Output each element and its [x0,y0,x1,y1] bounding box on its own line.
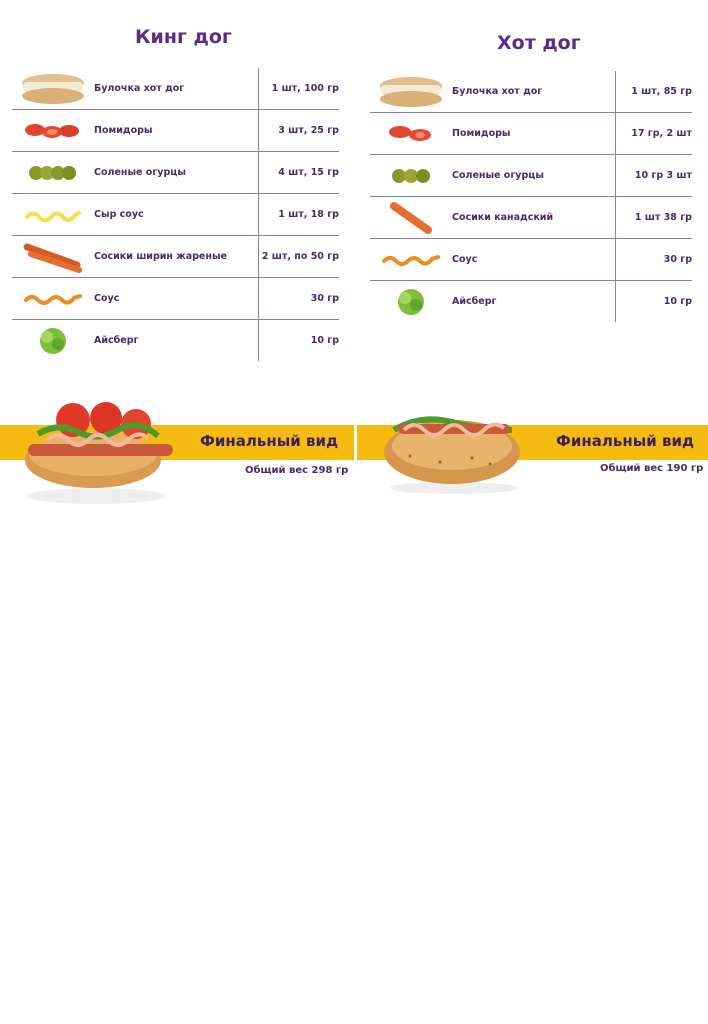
final-view-label: Финальный вид [200,432,339,450]
ingredient-name: Булочка хот дог [94,68,259,110]
total-weight: Общий вес 298 гр [245,465,349,476]
table-row [12,68,339,110]
table-row [370,155,692,197]
ingredient-qty: 1 шт 38 гр [616,197,693,239]
table-row [12,110,339,152]
tomato-icon [370,113,452,155]
ingredient-name: Айсберг [94,335,139,346]
pickles-icon [370,155,452,197]
recipe-title: Хот дог [497,32,581,54]
table-row [12,194,339,236]
bun-icon [370,71,452,113]
ingredient-qty: 30 гр [616,239,693,281]
ingredient-qty: 1 шт, 85 гр [616,71,693,113]
table-row [370,197,692,239]
ingredient-qty: 3 шт, 25 гр [259,110,340,152]
ingredient-name: Помидоры [452,113,616,155]
ingredient-name: Помидоры [94,110,259,152]
ingredient-name: Айсберг [452,296,497,307]
total-weight: Общий вес 190 гр [600,463,704,474]
ingredients-table [12,68,339,361]
hot-dog-photo [380,400,528,494]
bun-icon [12,68,94,110]
lettuce-icon [12,320,94,362]
sauce-icon [370,239,452,281]
table-row [12,320,339,362]
pickles-icon [12,152,94,194]
cheese-sauce-icon [12,194,94,236]
ingredient-name: Соленые огурцы [452,155,616,197]
ingredients-table [370,71,692,322]
ingredient-name: Булочка хот дог [452,71,616,113]
ingredient-qty: 4 шт, 15 гр [259,152,340,194]
final-view-label: Финальный вид [556,432,695,450]
ingredient-name: Соус [94,278,259,320]
ingredient-name: Сосики канадский [452,197,616,239]
table-row [370,281,692,323]
table-row [370,113,692,155]
table-row [370,239,692,281]
ingredient-qty: 1 шт, 18 гр [259,194,340,236]
ingredient-qty: 17 гр, 2 шт [616,113,693,155]
recipe-title: Кинг дог [135,26,232,48]
table-row [12,236,339,278]
ingredient-qty: 2 шт, по 50 гр [259,236,340,278]
lettuce-icon [370,281,452,323]
king-dog-photo [18,394,178,506]
sauce-icon [12,278,94,320]
ingredient-qty: 10 гр [259,320,340,362]
ingredient-name: Сыр соус [94,194,259,236]
ingredient-qty: 1 шт, 100 гр [259,68,340,110]
table-row [12,152,339,194]
sausages-icon [12,236,94,278]
tomato-icon [12,110,94,152]
ingredient-name: Сосики ширин жареные [94,236,259,278]
ingredient-name: Соленые огурцы [94,152,259,194]
table-row [370,71,692,113]
sausage-icon [370,197,452,239]
table-row [12,278,339,320]
ingredient-qty: 10 гр 3 шт [616,155,693,197]
ingredient-qty: 30 гр [259,278,340,320]
ingredient-qty: 10 гр [616,281,693,323]
ingredient-name: Соус [452,239,616,281]
